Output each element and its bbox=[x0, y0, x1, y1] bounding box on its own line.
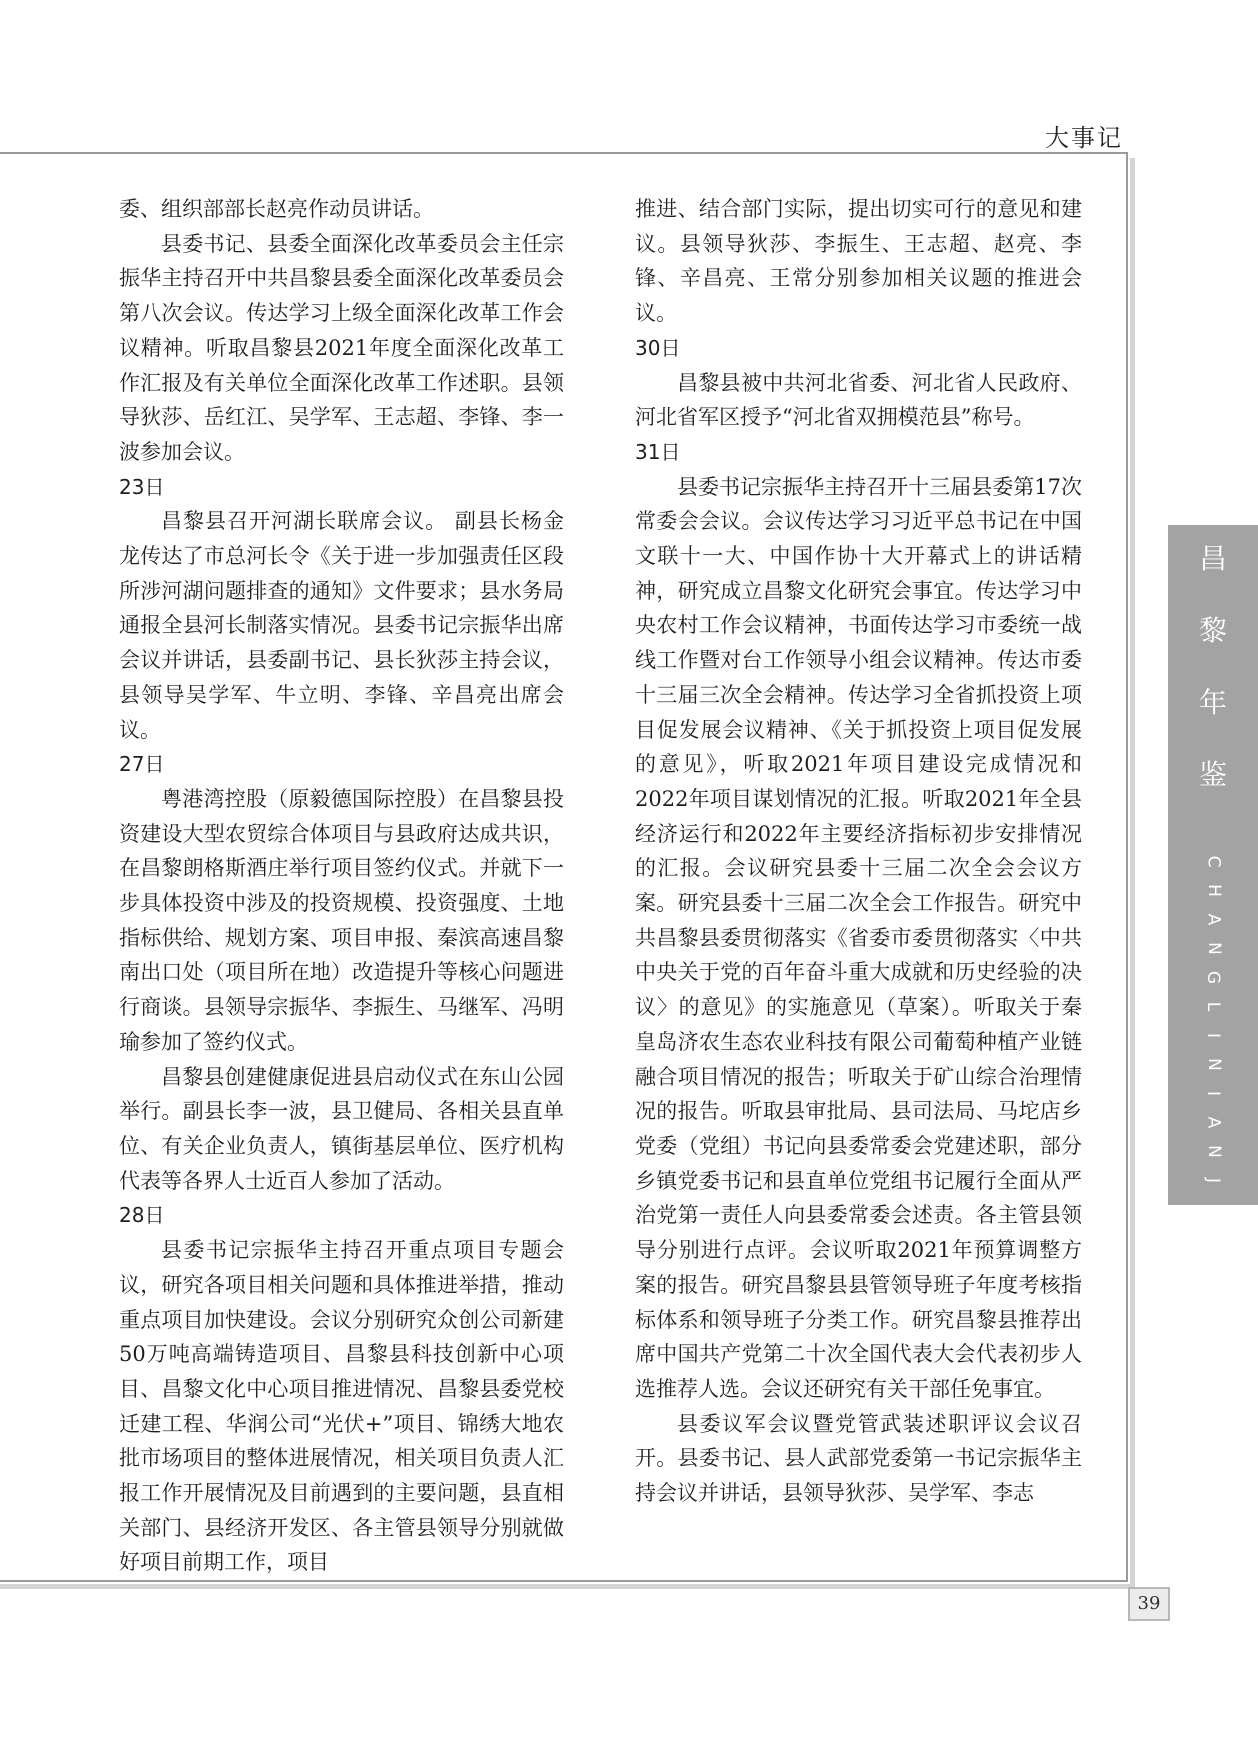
page-number: 39 bbox=[1128, 1587, 1170, 1621]
side-tab-char: 鉴 bbox=[1198, 758, 1227, 791]
paragraph: 昌黎县被中共河北省委、河北省人民政府、河北省军区授予“河北省双拥模范县”称号。 bbox=[635, 370, 1082, 430]
side-tab-letter: N bbox=[1203, 1058, 1224, 1071]
side-tab-letter: A bbox=[1203, 913, 1224, 926]
side-tab-letter: N bbox=[1203, 1261, 1224, 1274]
side-tab-letter: C bbox=[1203, 855, 1224, 868]
date-heading: 31日 bbox=[635, 439, 681, 464]
date-heading: 23日 bbox=[119, 474, 165, 499]
frame-bottom-rule bbox=[0, 1580, 1128, 1582]
side-tab-letter: I bbox=[1203, 1090, 1224, 1097]
paragraph: 县委书记宗振华主持召开重点项目专题会议，研究各项目相关问题和具体推进举措，推动重点项目加快建设。会议分别研究众创公司新建50万吨高端铸造项目、昌黎县科技创新中心项目、昌黎文化中心项目推进情况、昌黎县委党校迁建工程、华润公司“光伏+”项目、锦绣大地农批市场项目的整体进展情况，相关项目负责人汇报工作开展情况及目前遇到的主要问题，县直相关部门、县经济开发区、各主管县领导分别就做好项目前期工作，项目 bbox=[119, 1238, 564, 1575]
side-tab-pinyin bbox=[1168, 847, 1258, 1282]
right-column bbox=[635, 192, 1082, 1511]
paragraph: 县委书记宗振华主持召开十三届县委第17次常委会会议。会议传达学习习近平总书记在中国文联十一大、中国作协十大开幕式上的讲话精神，研究成立昌黎文化研究会事宜。传达学习中央农村工作会议精神，书面传达学习市委统一战线工作暨对台工作领导小组会议精神。传达市委十三届三次全会精神。传达学习全省抓投资上项目促发展会议精神、《关于抓投资上项目促发展的意见》，听取2021年项目建设完成情况和2022年项目谋划情况的汇报。听取2021年全县经济运行和2022年主要经济指标初步安排情况的汇报。会议研究县委十三届二次全会会议方案。研究县委十三届二次全会工作报告。研究中共昌黎县委贯彻落实《省委市委贯彻落实〈中共中央关于党的百年奋斗重大成就和历史经验的决议〉的意见》的实施意见（草案）。听取关于秦皇岛济农生态农业科技有限公司葡萄种植产业链融合项目情况的报告；听取关于矿山综合治理情况的报告。听取县审批局、县司法局、马坨店乡党委（党组）书记向县委常委会党建述职，部分乡镇党委书记和县直单位党组书记履行全面从严治党第一责任人向县委常委会述责。各主管县领导分别进行点评。会议听取2021年预算调整方案的报告。研究昌黎县县管领导班子年度考核指标体系和领导班子分类工作。研究昌黎县推荐出席中国共产党第二十次全国代表大会代表初步人选推荐人选。会议还研究有关干部任免事宜。 bbox=[635, 474, 1082, 1401]
paragraph: 委、组织部部长赵亮作动员讲话。 bbox=[119, 197, 434, 221]
side-tab-yearbook bbox=[1168, 525, 1258, 1274]
frame-shadow-bottom bbox=[0, 1584, 1135, 1589]
side-tab-char: 年 bbox=[1198, 686, 1227, 719]
left-column bbox=[119, 192, 564, 1580]
paragraph: 县委议军会议暨党管武装述职评议会议召开。县委书记、县人武部党委第一书记宗振华主持会议并讲话，县领导狄莎、吴学军、李志 bbox=[635, 1411, 1082, 1506]
side-tab-letter: A bbox=[1203, 1232, 1224, 1245]
side-tab-char: 黎 bbox=[1198, 614, 1227, 647]
frame-right-rule bbox=[1126, 152, 1128, 1582]
paragraph: 粤港湾控股（原毅德国际控股）在昌黎县投资建设大型农贸综合体项目与县政府达成共识，在昌黎朗格斯酒庄举行项目签约仪式。并就下一步具体投资中涉及的投资规模、投资强度、土地指标供给、规划方案、项目申报、秦滨高速昌黎南出口处（项目所在地）改造提升等核心问题进行商谈。县领导宗振华、李振生、马继军、冯明瑜参加了签约仪式。 bbox=[119, 786, 564, 1054]
side-tab-letter: A bbox=[1203, 1116, 1224, 1129]
side-tab-letter: L bbox=[1203, 1001, 1224, 1012]
side-tab-letter: G bbox=[1203, 970, 1224, 985]
paragraph: 昌黎县召开河湖长联席会议。 副县长杨金龙传达了市总河长令《关于进一步加强责任区段所涉河湖问题排查的通知》文件要求；县水务局通报全县河长制落实情况。县委书记宗振华出席会议并讲话，县委副书记、县长狄莎主持会议，县领导吴学军、牛立明、李锋、辛昌亮出席会议。 bbox=[119, 509, 564, 742]
paragraph: 推进、结合部门实际，提出切实可行的意见和建议。县领导狄莎、李振生、王志超、赵亮、李锋、辛昌亮、王常分别参加相关议题的推进会议。 bbox=[635, 197, 1082, 326]
section-title: 大事记 bbox=[1045, 124, 1123, 152]
date-heading: 28日 bbox=[119, 1203, 165, 1228]
paragraph: 昌黎县创建健康促进县启动仪式在东山公园举行。副县长李一波，县卫健局、各相关县直单位、有关企业负责人，镇街基层单位、医疗机构代表等各界人士近百人参加了活动。 bbox=[119, 1064, 564, 1193]
side-tab-letter: J bbox=[1203, 1177, 1224, 1184]
paragraph: 县委书记、县委全面深化改革委员会主任宗振华主持召开中共昌黎县委全面深化改革委员会第八次会议。传达学习上级全面深化改革工作会议精神。听取昌黎县2021年度全面深化改革工作汇报及有关单位全面深化改革工作述职。县领导狄莎、岳红江、吴学军、王志超、李锋、李一波参加会议。 bbox=[119, 231, 564, 464]
side-tab-letter: N bbox=[1203, 942, 1224, 955]
side-tab-letter: H bbox=[1203, 884, 1224, 897]
frame-top-rule bbox=[0, 152, 1128, 154]
side-tab-letter: I bbox=[1203, 1032, 1224, 1039]
date-heading: 30日 bbox=[635, 335, 681, 360]
side-tab-letter: I bbox=[1203, 1206, 1224, 1213]
side-tab-letter: N bbox=[1203, 1145, 1224, 1158]
date-heading: 27日 bbox=[119, 752, 165, 777]
side-tab-char: 昌 bbox=[1198, 542, 1227, 575]
frame-shadow-right bbox=[1130, 158, 1135, 1588]
